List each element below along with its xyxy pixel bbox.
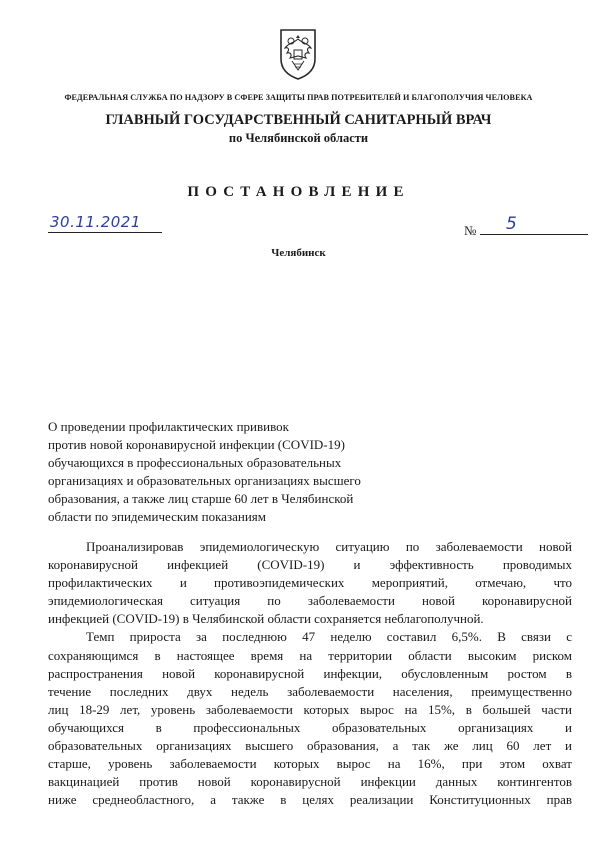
body-line: вакцинацией против новой коронавирусной инфекции данных контингентов xyxy=(48,774,572,790)
body-line: течение последних двух недель заболеваемости населения, преимущественно xyxy=(48,683,572,699)
subject-line: организациях и образовательных организациях высшего xyxy=(48,473,361,489)
number-underline xyxy=(480,234,588,235)
city: Челябинск xyxy=(271,247,326,259)
body-line: коронавирусной инфекцией (COVID-19) и эффективность проводимых xyxy=(48,557,572,573)
body-line: эпидемиологическая ситуация по заболеваемости новой коронавирусной xyxy=(48,593,572,609)
handwritten-date: 30.11.2021 xyxy=(50,213,141,231)
number-label: № xyxy=(464,223,477,238)
body-line: обучающихся в профессиональных образовательных организациях и xyxy=(48,719,572,735)
body-line: ниже среднеобластного, а также в целях реализации Конституционных прав xyxy=(48,792,572,808)
coat-of-arms-icon xyxy=(274,26,322,82)
subject-line: образования, а также лиц старше 60 лет в Челябинской xyxy=(48,491,354,507)
agency-name: ФЕДЕРАЛЬНАЯ СЛУЖБА ПО НАДЗОРУ В СФЕРЕ ЗАЩИТЫ ПРАВ ПОТРЕБИТЕЛЕЙ И БЛАГОПОЛУЧИЯ ЧЕЛОВЕКА xyxy=(64,93,533,102)
body-line: профилактических и противоэпидемических мероприятий, отмечаю, что xyxy=(48,575,572,591)
subject-block xyxy=(48,418,448,527)
body-line: распространения новой коронавирусной инфекции, обусловленным ростом в xyxy=(48,665,572,681)
official-region: по Челябинской области xyxy=(228,131,369,145)
body-line: образовательных организациях высшего образования, а так же лиц 60 лет и xyxy=(48,738,572,754)
body-line: Темп прироста за последнюю 47 неделю составил 6,5%. В связи с xyxy=(86,629,572,645)
paragraph-1 xyxy=(48,538,572,628)
subject-line: О проведении профилактических прививок xyxy=(48,419,289,434)
body-line: сохраняющимся в настоящее время на территории области высоким риском xyxy=(48,647,572,663)
subject-line: области по эпидемическим показаниям xyxy=(48,509,266,525)
body-line: Проанализировав эпидемиологическую ситуацию по заболеваемости новой xyxy=(86,539,572,554)
body-line: инфекцией (COVID-19) в Челябинской области сохраняется неблагополучной. xyxy=(48,611,484,627)
paragraph-2 xyxy=(48,628,572,809)
handwritten-number: 5 xyxy=(506,214,517,234)
body-line: лиц 18-29 лет, уровень заболеваемости которых вырос на 15%, в большей части xyxy=(48,701,572,717)
document-type: ПОСТАНОВЛЕНИЕ xyxy=(187,184,410,200)
date-underline xyxy=(48,232,162,233)
document-body xyxy=(48,538,572,809)
body-line: старше, уровень заболеваемости которых вырос на 16%, при этом охват xyxy=(48,756,572,772)
official-title: ГЛАВНЫЙ ГОСУДАРСТВЕННЫЙ САНИТАРНЫЙ ВРАЧ xyxy=(105,112,492,128)
subject-line: против новой коронавирусной инфекции (COVID-19) xyxy=(48,437,345,453)
subject-line: обучающихся в профессиональных образовательных xyxy=(48,455,342,471)
